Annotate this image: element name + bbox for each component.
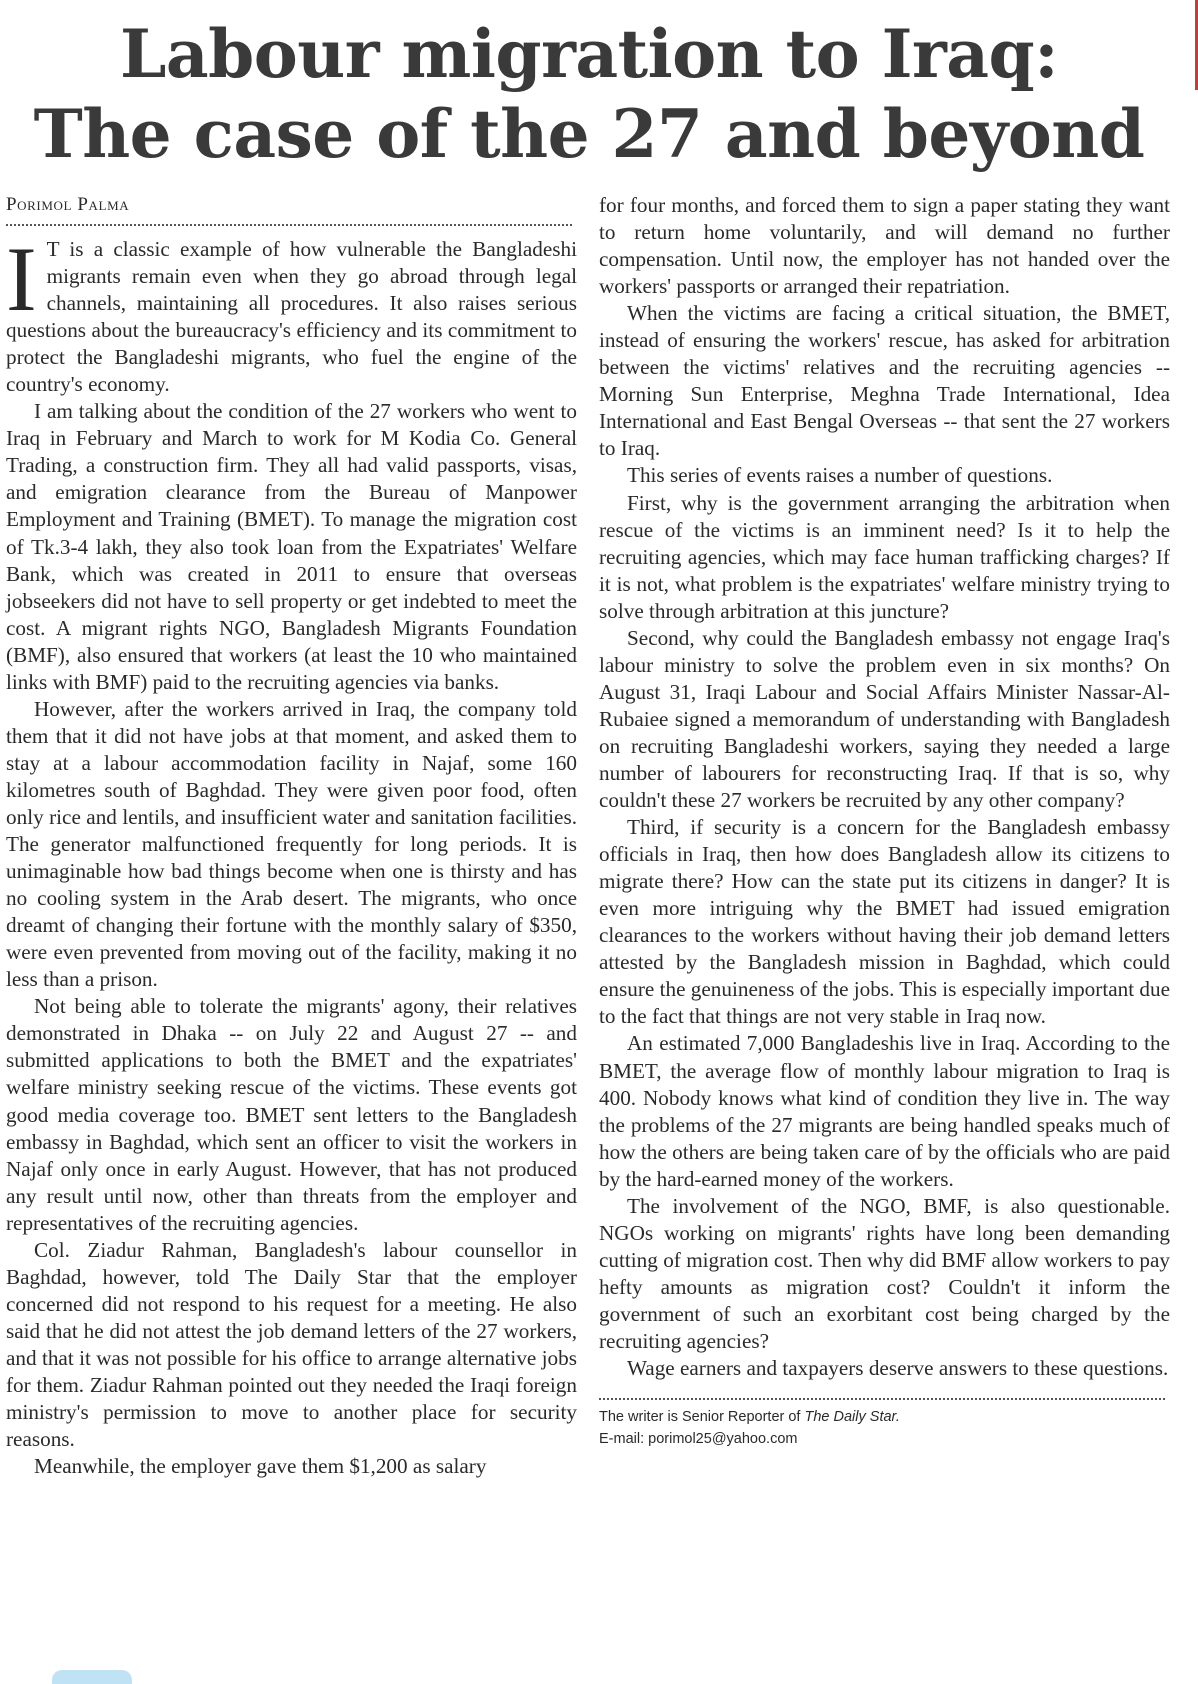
article-paragraph: The involvement of the NGO, BMF, is also questionable. NGOs working on migrants' rights have long been demanding cutting of migration cost. Then why did BMF allow workers to pay hefty amounts as migration cost? Couldn't it inform the government of such an exorbitant cost being charged by the recruiting agencies? <box>599 1193 1170 1353</box>
author-note-prefix: The writer is Senior Reporter of <box>599 1409 805 1426</box>
article-paragraph: Meanwhile, the employer gave them $1,200 as salary <box>34 1454 487 1479</box>
headline <box>0 14 1178 174</box>
article-paragraph: This series of events raises a number of questions. <box>627 463 1053 488</box>
article-paragraph <box>6 228 577 398</box>
article-paragraph: Not being able to tolerate the migrants' agony, their relatives demonstrated in Dhaka -- on July 22 and August 27 -- and submitted applications to both the BMET and the expatriates' welfare ministry seeking rescue of the victims. These events got good media coverage too. BMET sent letters to the Bangladesh embassy in Baghdad, which sent an officer to visit the workers in Najaf only once in early August. However, that has not produced any result until now, other than threats from the employer and representatives of the recruiting agencies. <box>6 994 577 1235</box>
article-paragraph: An estimated 7,000 Bangladeshis live in Iraq. According to the BMET, the average flow of monthly labour migration to Iraq is 400. Nobody knows what kind of condition they live in. The way the problems of the 27 migrants are being handled speaks much of how the others are being taken care of by the officials who are paid by the hard-earned money of the workers. <box>599 1031 1170 1191</box>
headline-line-1: Labour migration to Iraq: <box>119 15 1059 93</box>
page-corner-tab <box>52 1670 132 1684</box>
article-paragraph: Third, if security is a concern for the Bangladesh embassy officials in Iraq, then how does Bangladesh allow its citizens to migrate there? How can the state put its citizens in danger? It is even more intriguing why the BMET had issued emigration clearances to the workers without having their job demand letters attested by the Bangladesh mission in Baghdad, which could ensure the genuineness of the jobs. This is especially important due to the fact that things are not very stable in Iraq now. <box>599 815 1170 1029</box>
author-email[interactable]: E-mail: porimol25@yahoo.com <box>599 1431 798 1448</box>
article-paragraph: However, after the workers arrived in Iraq, the company told them that it did not have jobs at that moment, and asked them to stay at a labour accommodation facility in Najaf, some 160 kilometres south of Baghdad. They were given poor food, often only rice and lentils, and insufficient water and sanitation facilities. The generator malfunctioned frequently for long periods. It is unimaginable how bad things become when one is thirsty and has no cooling system in the Arab desert. The migrants, who once dreamt of changing their fortune with the monthly salary of $350, were even prevented from moving out of the facility, making it no less than a prison. <box>6 696 577 992</box>
author-note <box>599 1406 1170 1450</box>
publication-name: The Daily Star. <box>804 1409 900 1426</box>
article-column-right <box>599 192 1170 1450</box>
paragraph-text: T is a classic example of how vulnerable the Bangladeshi migrants remain even when they go abroad through legal channels, maintaining all procedures. It also raises serious questions about the bureaucracy's efficiency and its commitment to protect the Bangladeshi migrants, who fuel the engine of the country's economy. <box>6 237 577 397</box>
author-note-line-1 <box>599 1406 1170 1428</box>
drop-cap: I <box>6 228 37 330</box>
article-paragraph: Second, why could the Bangladesh embassy not engage Iraq's labour ministry to solve the problem even in six months? On August 31, Iraqi Labour and Social Affairs Minister Nassar-Al-Rubaiee signed a memorandum of understanding with Bangladesh on recruiting Bangladeshi workers, saying they needed a large number of labourers for reconstructing Iraq. If that is so, why couldn't these 27 workers be recruited by any other company? <box>599 625 1170 813</box>
byline-divider <box>6 224 572 226</box>
byline: Porimol Palma <box>6 194 130 215</box>
article-paragraph: Col. Ziadur Rahman, Bangladesh's labour counsellor in Baghdad, however, told The Daily Star that the employer concerned did not respond to his request for a meeting. He also said that he did not attest the job demand letters of the 27 workers, and that it was not possible for his office to arrange alternative jobs for them. Ziadur Rahman pointed out they needed the Iraqi foreign ministry's permission to move to another place for security reasons. <box>6 1237 577 1452</box>
article-paragraph: Wage earners and taxpayers deserve answers to these questions. <box>627 1356 1169 1381</box>
article-paragraph: When the victims are facing a critical situation, the BMET, instead of ensuring the workers' rescue, has asked for arbitration between the victims' relatives and the recruiting agencies -- Morning Sun Enterprise, Meghna Trade International, Idea International and East Bengal Overseas -- that sent the 27 workers to Iraq. <box>599 301 1170 461</box>
article-paragraph: First, why is the government arranging the arbitration when rescue of the victims is an imminent need? Is it to help the recruiting agencies, which may face human trafficking charges? If it is not, what problem is the expatriates' welfare ministry trying to solve through arbitration at this juncture? <box>599 490 1170 623</box>
article-paragraph: for four months, and forced them to sign a paper stating they want to return home voluntarily, and will demand no further compensation. Until now, the employer has not handed over the workers' passports or arranged their repatriation. <box>599 193 1170 299</box>
article-paragraph: I am talking about the condition of the 27 workers who went to Iraq in February and March to work for M Kodia Co. General Trading, a construction firm. They all had valid passports, visas, and emigration clearance from the Bureau of Manpower Employment and Training (BMET). To manage the migration cost of Tk.3-4 lakh, they also took loan from the Expatriates' Welfare Bank, which was created in 2011 to ensure that overseas jobseekers did not have to sell property or get indebted to meet the cost. A migrant rights NGO, Bangladesh Migrants Foundation (BMF), also ensured that workers (at least the 10 who maintained links with BMF) paid to the recruiting agencies via banks. <box>6 399 577 694</box>
footer-divider <box>599 1398 1165 1400</box>
headline-line-2: The case of the 27 and beyond <box>33 95 1145 173</box>
article-column-left <box>6 192 577 1480</box>
